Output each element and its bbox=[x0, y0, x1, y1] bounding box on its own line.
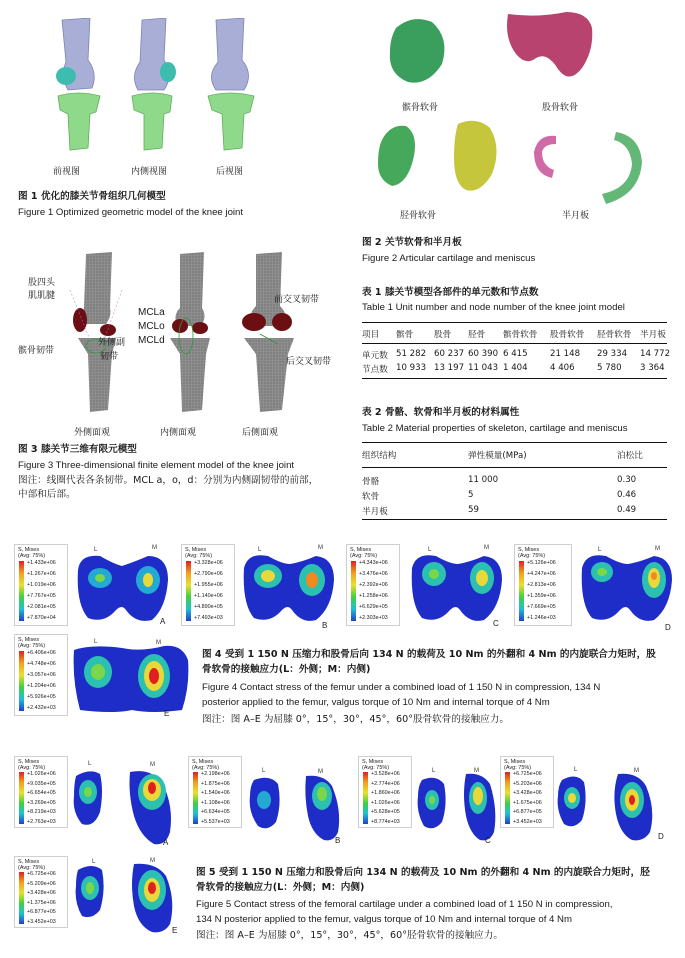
fig4-note: 图注：图 A–E 为屈膝 0°，15°，30°，45°，60°股骨软骨的接触应力。 bbox=[202, 714, 509, 725]
table2-header: 组织结构 bbox=[362, 451, 397, 461]
fig4-contour-c bbox=[408, 550, 506, 628]
fig4-side-lateral: L bbox=[428, 547, 432, 553]
legend-value: +5.537e+03 bbox=[201, 818, 230, 825]
table1-cell: 51 282 bbox=[396, 349, 427, 359]
fig5-legend-c bbox=[358, 756, 412, 828]
fig3-view-medial: 内侧面观 bbox=[160, 428, 197, 438]
legend-value: +1.204e+06 bbox=[27, 683, 56, 689]
legend-value: +1.359e+06 bbox=[527, 593, 556, 599]
fig3-label-pcl: 后交叉韧带 bbox=[286, 357, 332, 367]
fig4-panel-letter-e: E bbox=[164, 709, 170, 718]
legend-value: +5.209e+06 bbox=[27, 880, 56, 887]
fig5-panel-letter-d: D bbox=[658, 832, 664, 841]
legend-value: +3.476e+06 bbox=[359, 571, 388, 577]
legend-title: S, Mises (Avg: 75%) bbox=[18, 759, 46, 771]
fig4-legend-e bbox=[14, 634, 68, 716]
legend-value: +3.057e+06 bbox=[27, 672, 56, 678]
legend-title: S, Mises (Avg: 75%) bbox=[18, 859, 46, 871]
legend-title: S, Mises (Avg: 75%) bbox=[518, 547, 546, 559]
legend-title: S, Mises (Avg: 75%) bbox=[192, 759, 220, 771]
legend-value: +6.877e+05 bbox=[513, 809, 542, 815]
fig1-view-back: 后视图 bbox=[216, 167, 244, 177]
fig3-view-posterior: 后侧面观 bbox=[242, 428, 279, 438]
table2-cell: 0.46 bbox=[617, 490, 637, 500]
legend-value: +3.452e+03 bbox=[27, 918, 56, 925]
fig3-label-mcla: MCLa bbox=[138, 307, 165, 318]
legend-value: +3.428e+06 bbox=[513, 790, 542, 796]
table2-caption-cn: 表 2 骨骼、软骨和半月板的材料属性 bbox=[362, 407, 520, 418]
table2-mid-rule bbox=[362, 467, 667, 468]
fig3-note-line1: 图注：线圈代表各条韧带。MCL a，o，d：分别为内侧副韧带的前部， bbox=[18, 475, 319, 486]
table2-header-row bbox=[362, 446, 667, 462]
legend-value: +1.955e+06 bbox=[194, 582, 223, 588]
legend-value: +2.081e+05 bbox=[27, 604, 56, 610]
fig4-side-lateral: L bbox=[258, 547, 262, 553]
legend-value: +8.219e+03 bbox=[27, 809, 56, 815]
table1-cell: 10 933 bbox=[396, 363, 427, 373]
legend-value: +1.108e+06 bbox=[201, 799, 230, 806]
table2-cell: 0.30 bbox=[617, 475, 637, 485]
table1-header: 项目 bbox=[362, 330, 380, 340]
knee-model-medial bbox=[132, 18, 176, 150]
table-row bbox=[362, 472, 667, 488]
fig4-side-lateral: L bbox=[94, 547, 98, 553]
legend-color-bar bbox=[19, 872, 24, 924]
fig5-contour-c bbox=[414, 770, 506, 844]
fig5-contour-b bbox=[244, 770, 348, 844]
table1-cell: 单元数 bbox=[362, 351, 388, 361]
table1-cell: 14 772 bbox=[640, 349, 671, 359]
femoral-cartilage-shape bbox=[507, 12, 592, 77]
fig3-label-lcl-2: 韧带 bbox=[100, 352, 119, 362]
table2-cell: 软骨 bbox=[362, 492, 380, 502]
table1-caption-en: Table 1 Unit number and node number of the knee joint model bbox=[362, 302, 625, 313]
table2 bbox=[362, 442, 667, 518]
legend-title: S, Mises (Avg: 75%) bbox=[18, 547, 46, 559]
fig3-label-mcld: MCLd bbox=[138, 335, 165, 346]
fig4-side-lateral: L bbox=[598, 547, 602, 553]
fig5-side-lateral: L bbox=[92, 859, 96, 865]
table1-cell: 3 364 bbox=[640, 363, 665, 373]
fig5-legend-d bbox=[500, 756, 554, 828]
fig3-label-quad-tendon-1: 股四头 bbox=[28, 278, 56, 288]
table1-cell: 1 404 bbox=[503, 363, 528, 373]
table1-header: 股骨软骨 bbox=[550, 330, 585, 340]
table-row bbox=[362, 487, 667, 503]
table1-top-rule bbox=[362, 322, 667, 323]
fig1-view-medial: 内侧视图 bbox=[131, 167, 168, 177]
legend-color-bar bbox=[193, 772, 198, 824]
legend-value: +6.725e+06 bbox=[513, 771, 542, 777]
legend-color-bar bbox=[186, 561, 191, 621]
fig4-panel-letter-b: B bbox=[322, 621, 328, 630]
table-row bbox=[362, 502, 667, 518]
legend-value: +4.748e+06 bbox=[27, 661, 56, 667]
fe-model-posterior bbox=[242, 252, 294, 412]
legend-value: +3.452e+03 bbox=[513, 818, 542, 825]
fig2-label-meniscus: 半月板 bbox=[562, 211, 590, 221]
legend-value: +4.343e+06 bbox=[359, 560, 388, 566]
fig5-side-lateral: L bbox=[262, 768, 266, 774]
fig5-side-lateral: L bbox=[88, 761, 92, 767]
fig5-caption-en-2: 134 N posterior applied to the femur, valgus torque of 10 Nm and internal torque of 4 Nm bbox=[196, 914, 572, 925]
legend-value: +1.026e+06 bbox=[27, 771, 56, 777]
legend-value: +3.328e+06 bbox=[194, 560, 223, 566]
legend-color-bar bbox=[351, 561, 356, 621]
fig5-contour-a bbox=[70, 766, 180, 846]
table2-header: 泊松比 bbox=[617, 451, 643, 461]
patellar-cartilage-shape bbox=[390, 19, 445, 83]
fig1-caption-cn: 图 1 优化的膝关节骨组织几何模型 bbox=[18, 191, 166, 202]
legend-value: +5.203e+06 bbox=[513, 780, 542, 787]
legend-value: +5.126e+06 bbox=[527, 560, 556, 566]
table1-cell: 4 406 bbox=[550, 363, 575, 373]
fig5-caption-en-1: Figure 5 Contact stress of the femoral cartilage under a combined load of 1 150 N in compression, bbox=[196, 899, 613, 910]
table1-header-row bbox=[362, 325, 667, 341]
fig5-side-medial: M bbox=[318, 769, 323, 775]
legend-value: +7.669e+05 bbox=[527, 604, 556, 610]
fe-model-medial bbox=[170, 252, 210, 412]
fig4-side-medial: M bbox=[318, 545, 323, 551]
legend-value: +6.725e+06 bbox=[27, 871, 56, 877]
table1-cell: 60 390 bbox=[468, 349, 499, 359]
fig5-legend-e bbox=[14, 856, 68, 928]
fig4-legend-b bbox=[181, 544, 235, 626]
table1-cell: 60 237 bbox=[434, 349, 465, 359]
table2-caption-en: Table 2 Material properties of skeleton, cartilage and meniscus bbox=[362, 423, 628, 434]
legend-value: +1.433e+06 bbox=[27, 560, 56, 566]
legend-value: +1.540e+06 bbox=[201, 790, 230, 796]
table2-bottom-rule bbox=[362, 519, 667, 520]
fig3-label-patellar-ligament: 髌骨韧带 bbox=[18, 346, 55, 356]
fig5-side-medial: M bbox=[634, 768, 639, 774]
fig5-contour-e bbox=[72, 860, 182, 936]
fig4-caption-en-1: Figure 4 Contact stress of the femur under a combined load of 1 150 N in compression, 134 N bbox=[202, 682, 601, 693]
legend-title: S, Mises (Avg: 75%) bbox=[350, 547, 378, 559]
fe-model-lateral bbox=[70, 252, 122, 412]
legend-value: +3.528e+06 bbox=[371, 771, 400, 777]
legend-value: +3.269e+05 bbox=[27, 799, 56, 806]
legend-value: +2.763e+03 bbox=[27, 818, 56, 825]
fig2-caption-en: Figure 2 Articular cartilage and meniscus bbox=[362, 253, 536, 264]
table1-caption-cn: 表 1 膝关节模型各部件的单元数和节点数 bbox=[362, 287, 539, 298]
fig5-legend-b bbox=[188, 756, 242, 828]
legend-value: +7.767e+05 bbox=[27, 593, 56, 599]
legend-value: +1.875e+06 bbox=[201, 780, 230, 787]
fig5-side-medial: M bbox=[474, 768, 479, 774]
meniscus-lateral-shape bbox=[534, 136, 556, 178]
legend-value: +2.813e+06 bbox=[527, 582, 556, 588]
legend-value: +1.019e+06 bbox=[27, 582, 56, 588]
table1-cell: 6 415 bbox=[503, 349, 528, 359]
table2-cell: 59 bbox=[468, 505, 479, 515]
legend-value: +5.628e+05 bbox=[371, 809, 400, 815]
legend-color-bar bbox=[19, 772, 24, 824]
table1-header: 髌骨软骨 bbox=[503, 330, 538, 340]
legend-value: +6.877e+05 bbox=[27, 909, 56, 915]
fig5-panel-letter-c: C bbox=[485, 836, 491, 845]
table1-cell: 5 780 bbox=[597, 363, 622, 373]
fig4-panel-letter-d: D bbox=[665, 623, 671, 632]
fig4-contour-d bbox=[578, 550, 676, 628]
fig4-legend-c bbox=[346, 544, 400, 626]
table1-header: 胫骨 bbox=[468, 330, 486, 340]
legend-value: +8.774e+03 bbox=[371, 818, 400, 825]
table2-cell: 骨骼 bbox=[362, 477, 380, 487]
legend-value: +2.392e+06 bbox=[359, 582, 388, 588]
legend-value: +9.035e+05 bbox=[27, 780, 56, 787]
fig4-contour-e bbox=[72, 640, 192, 716]
fig5-legend-a bbox=[14, 756, 68, 828]
table2-top-rule bbox=[362, 442, 667, 443]
fig3-label-acl: 前交叉韧带 bbox=[274, 295, 320, 305]
fig2-label-tibial-cartilage: 胫骨软骨 bbox=[400, 211, 437, 221]
fig4-side-medial: M bbox=[156, 640, 161, 646]
fig5-side-lateral: L bbox=[574, 767, 578, 773]
legend-value: +6.629e+05 bbox=[359, 604, 388, 610]
legend-value: +1.140e+06 bbox=[194, 593, 223, 599]
fig1-view-front: 前视图 bbox=[53, 167, 81, 177]
legend-color-bar bbox=[19, 651, 24, 711]
knee-model-front bbox=[56, 18, 100, 150]
fig4-side-medial: M bbox=[152, 545, 157, 551]
fig4-legend-a bbox=[14, 544, 68, 626]
fig4-side-lateral: L bbox=[94, 639, 98, 645]
legend-value: +1.375e+06 bbox=[27, 899, 56, 906]
fig3-mcl-labels bbox=[138, 306, 165, 348]
legend-value: +6.406e+06 bbox=[27, 650, 56, 656]
legend-value: +6.634e+05 bbox=[201, 809, 230, 815]
fig2-caption-cn: 图 2 关节软骨和半月板 bbox=[362, 237, 462, 248]
meniscus-medial-shape bbox=[602, 132, 642, 204]
fig5-side-medial: M bbox=[150, 762, 155, 768]
fig5-panel-letter-b: B bbox=[335, 836, 341, 845]
table2-cell: 0.49 bbox=[617, 505, 637, 515]
legend-title: S, Mises (Avg: 75%) bbox=[185, 547, 213, 559]
fig4-contour-a bbox=[74, 550, 172, 628]
table1-bottom-rule bbox=[362, 378, 667, 379]
table1-cell: 节点数 bbox=[362, 365, 388, 375]
table1-header: 胫骨软骨 bbox=[597, 330, 632, 340]
fig4-caption-cn-1: 图 4 受到 1 150 N 压缩力和股骨后向 134 N 的载荷及 10 Nm 的外翻和 4 Nm 的内旋联合力矩时，股 bbox=[202, 649, 656, 660]
fig3-label-mclo: MCLo bbox=[138, 321, 165, 332]
legend-value: +6.654e+05 bbox=[27, 790, 56, 796]
fig5-contour-d bbox=[556, 770, 668, 842]
table2-cell: 11 000 bbox=[468, 475, 499, 485]
legend-value: +2.198e+06 bbox=[201, 771, 230, 777]
figure1-knee-models bbox=[40, 18, 300, 153]
legend-value: +4.247e+06 bbox=[527, 571, 556, 577]
legend-value: +2.303e+03 bbox=[359, 615, 388, 621]
table1-header: 股骨 bbox=[434, 330, 452, 340]
fig5-caption-cn-2: 骨软骨的接触应力(L：外侧；M：内侧) bbox=[196, 882, 365, 893]
fig5-side-medial: M bbox=[150, 858, 155, 864]
fig3-note-line2: 中部和后部。 bbox=[18, 489, 76, 500]
legend-value: +2.790e+06 bbox=[194, 571, 223, 577]
table1-cell: 13 197 bbox=[434, 363, 465, 373]
legend-title: S, Mises (Avg: 75%) bbox=[18, 637, 46, 649]
table2-cell: 半月板 bbox=[362, 507, 388, 517]
table1-cell: 21 148 bbox=[550, 349, 581, 359]
legend-value: +7.493e+03 bbox=[194, 615, 223, 621]
fig3-label-quad-tendon-2: 肌肌腱 bbox=[28, 291, 56, 301]
fig4-legend-d bbox=[514, 544, 572, 626]
legend-title: S, Mises (Avg: 75%) bbox=[504, 759, 532, 771]
knee-model-back bbox=[208, 18, 254, 150]
legend-value: +1.860e+06 bbox=[371, 790, 400, 796]
table1-header: 髌骨 bbox=[396, 330, 414, 340]
table2-header: 弹性模量(MPa) bbox=[468, 451, 527, 461]
tibial-cartilage-lateral-shape bbox=[378, 126, 415, 186]
fig1-caption-en: Figure 1 Optimized geometric model of the knee joint bbox=[18, 207, 244, 218]
legend-value: +1.246e+03 bbox=[527, 615, 556, 621]
fig5-caption-cn-1: 图 5 受到 1 150 N 压缩力和股骨后向 134 N 的载荷及 10 Nm 的外翻和 4 Nm 的内旋联合力矩时，胫 bbox=[196, 867, 650, 878]
legend-value: +1.026e+06 bbox=[371, 799, 400, 806]
fig3-view-lateral: 外侧面观 bbox=[74, 428, 111, 438]
legend-value: +3.428e+06 bbox=[27, 890, 56, 896]
table1-cell: 29 334 bbox=[597, 349, 628, 359]
fig5-panel-letter-e: E bbox=[172, 926, 178, 935]
legend-value: +1.258e+06 bbox=[359, 593, 388, 599]
table-row bbox=[362, 360, 667, 376]
table1 bbox=[362, 322, 671, 380]
fig3-label-lcl-1: 外侧副 bbox=[98, 338, 126, 348]
table2-cell: 5 bbox=[468, 490, 474, 500]
legend-color-bar bbox=[19, 561, 24, 621]
legend-value: +2.774e+06 bbox=[371, 780, 400, 787]
fig4-caption-en-2: posterior applied to the femur, valgus torque of 10 Nm and internal torque of 4 Nm bbox=[202, 697, 550, 708]
fig2-label-femoral-cartilage: 股骨软骨 bbox=[542, 103, 579, 113]
table1-header: 半月板 bbox=[640, 330, 666, 340]
legend-value: +2.432e+03 bbox=[27, 705, 56, 711]
legend-value: +1.675e+06 bbox=[513, 799, 542, 806]
table1-mid-rule bbox=[362, 343, 667, 344]
fig5-side-lateral: L bbox=[432, 768, 436, 774]
fig4-panel-letter-a: A bbox=[160, 617, 166, 626]
legend-color-bar bbox=[363, 772, 368, 824]
fig4-side-medial: M bbox=[655, 546, 660, 552]
fig5-panel-letter-a: A bbox=[163, 838, 169, 847]
table1-cell: 11 043 bbox=[468, 363, 499, 373]
fig4-caption-cn-2: 骨软骨的接触应力(L：外侧；M：内侧) bbox=[202, 664, 371, 675]
legend-title: S, Mises (Avg: 75%) bbox=[362, 759, 390, 771]
fig4-contour-b bbox=[240, 550, 338, 628]
legend-color-bar bbox=[519, 561, 524, 621]
legend-value: +1.267e+06 bbox=[27, 571, 56, 577]
legend-value: +4.890e+05 bbox=[194, 604, 223, 610]
fig5-note: 图注：图 A–E 为屈膝 0°，15°，30°，45°，60°胫骨软骨的接触应力。 bbox=[196, 930, 503, 941]
legend-value: +5.926e+05 bbox=[27, 694, 56, 700]
legend-value: +7.870e+04 bbox=[27, 615, 56, 621]
fig2-label-patellar-cartilage: 髌骨软骨 bbox=[402, 103, 439, 113]
fig3-caption-cn: 图 3 膝关节三维有限元模型 bbox=[18, 444, 137, 455]
fig4-panel-letter-c: C bbox=[493, 619, 499, 628]
figure2-cartilage-meniscus bbox=[370, 8, 670, 218]
fig3-caption-en: Figure 3 Three-dimensional finite element model of the knee joint bbox=[18, 460, 295, 471]
fig4-side-medial: M bbox=[484, 545, 489, 551]
tibial-cartilage-medial-shape bbox=[454, 121, 497, 191]
legend-color-bar bbox=[505, 772, 510, 824]
